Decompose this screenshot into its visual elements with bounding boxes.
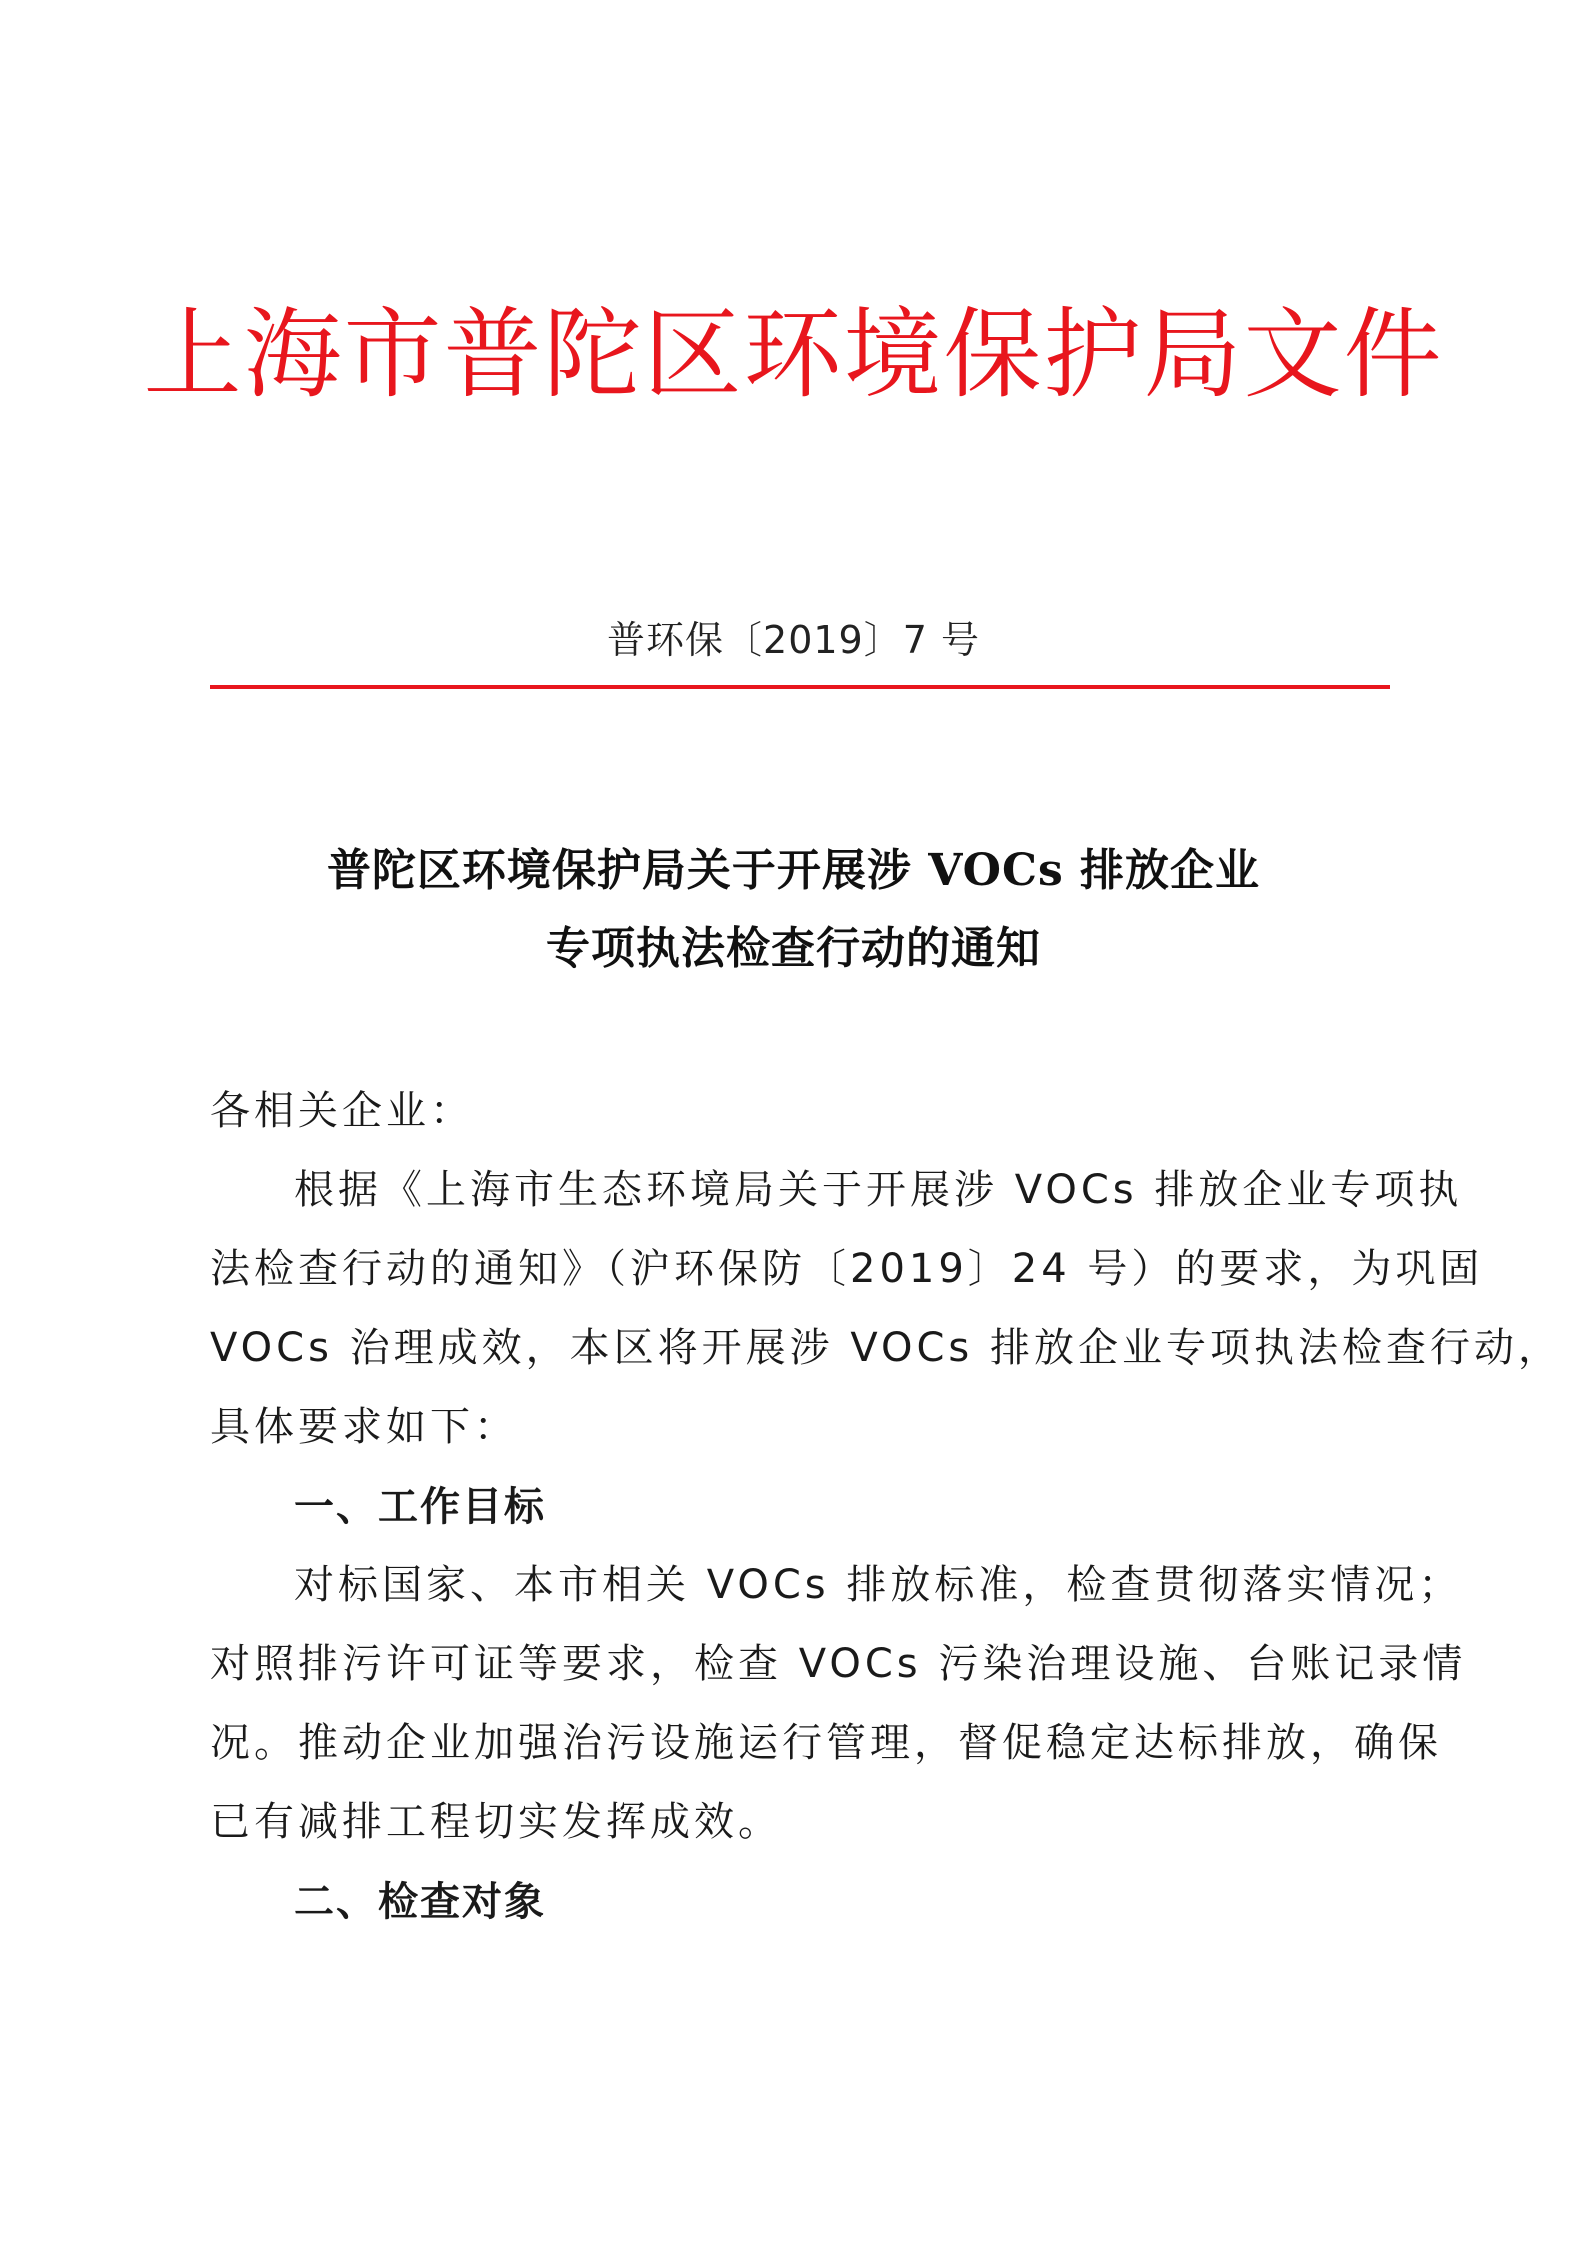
red-divider xyxy=(210,685,1390,689)
intro-line-4: 具体要求如下： xyxy=(210,1404,518,1450)
section-1-line-1: 对标国家、本市相关 VOCs 排放标准，检查贯彻落实情况； xyxy=(294,1562,1463,1608)
section-2-heading: 二、检查对象 xyxy=(294,1878,546,1925)
masthead-title: 上海市普陀区环境保护局文件 xyxy=(143,298,1444,412)
intro-line-1: 根据《上海市生态环境局关于开展涉 VOCs 排放企业专项执 xyxy=(294,1167,1463,1213)
section-1-line-3: 况。推动企业加强治污设施运行管理，督促稳定达标排放，确保 xyxy=(210,1720,1442,1766)
section-1 xyxy=(210,1467,1467,1862)
section-2 xyxy=(210,1862,1390,1941)
section-1-line-2: 对照排污许可证等要求，检查 VOCs 污染治理设施、台账记录情 xyxy=(210,1641,1467,1687)
intro-line-2: 法检查行动的通知》（沪环保防〔2019〕24 号）的要求，为巩固 xyxy=(210,1246,1484,1292)
document-number: 普环保〔2019〕7 号 xyxy=(607,618,980,662)
intro-paragraph xyxy=(210,1151,1562,1467)
salutation-block xyxy=(210,1072,1390,1151)
notice-title-line-2: 专项执法检查行动的通知 xyxy=(546,923,1041,974)
notice-title-line-1: 普陀区环境保护局关于开展涉 VOCs 排放企业 xyxy=(326,845,1261,896)
section-1-heading: 一、工作目标 xyxy=(294,1483,546,1530)
section-1-line-4: 已有减排工程切实发挥成效。 xyxy=(210,1799,782,1845)
notice-title xyxy=(0,832,1587,988)
salutation: 各相关企业： xyxy=(210,1088,474,1134)
intro-line-3: VOCs 治理成效，本区将开展涉 VOCs 排放企业专项执法检查行动， xyxy=(210,1325,1562,1371)
